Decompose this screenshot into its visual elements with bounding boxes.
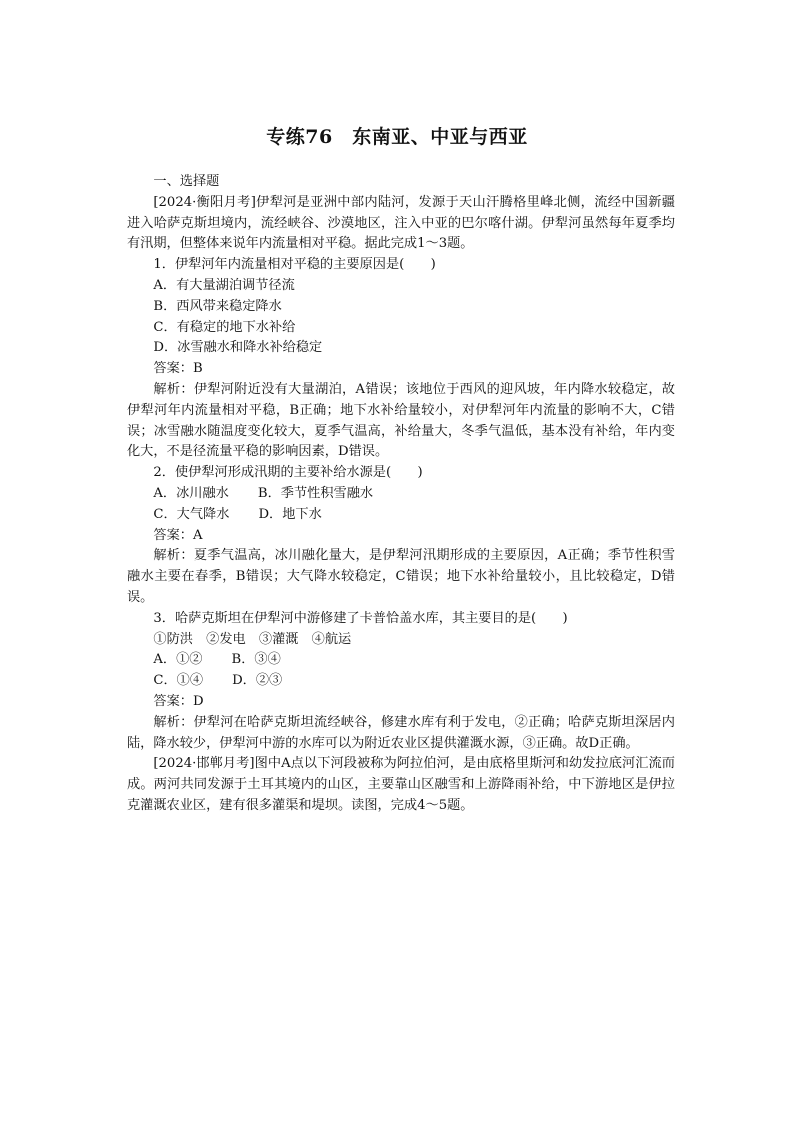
passage-2: [2024·邯郸月考]图中A点以下河段被称为阿拉伯河，是由底格里斯河和幼发拉底河汇流而成。两河共同发源于土耳其境内的山区，主要靠山区融雪和上游降雨补给，中下游地区是伊拉克灌溉农业区，建有很多灌渠和堤坝。读图，完成4～5题。	[127, 756, 675, 813]
question-3-stem: 3．哈萨克斯坦在伊犁河中游修建了卡普恰盖水库，其主要目的是( )	[153, 610, 568, 626]
question-2-option-d: D．地下水	[258, 506, 322, 522]
question-1-option-d: D．冰雪融水和降水补给稳定	[153, 340, 323, 356]
passage-1: [2024·衡阳月考]伊犁河是亚洲中部内陆河，发源于天山汗腾格里峰北侧，流经中国新疆进入哈萨克斯坦境内，流经峡谷、沙漠地区，注入中亚的巴尔喀什湖。伊犁河虽然每年夏季均有汛期，但整体来说年内流量相对平稳。据此完成1～3题。	[127, 194, 675, 252]
question-2-analysis: 解析：夏季气温高，冰川融化量大，是伊犁河汛期形成的主要原因，A正确；季节性积雪融水主要在春季，B错误；大气降水较稳定，C错误；地下水补给量较小，且比较稳定，D错误。	[127, 548, 675, 605]
question-2-stem: 2．使伊犁河形成汛期的主要补给水源是( )	[153, 465, 423, 481]
question-3-answer: 答案：D	[153, 693, 204, 709]
question-3-options-row-1	[127, 650, 675, 671]
question-3-option-d: D．②③	[232, 673, 283, 689]
question-2-answer: 答案：A	[153, 527, 203, 543]
question-3-option-a: A．①②	[153, 652, 203, 668]
question-1-option-a: A．有大量湖泊调节径流	[153, 277, 295, 293]
question-2-options-row-1	[127, 484, 675, 505]
question-3-option-b: B．③④	[231, 652, 281, 668]
document-body	[127, 172, 675, 817]
question-2-options-row-2	[127, 505, 675, 526]
question-3-options-row-2	[127, 671, 675, 692]
question-1-option-b: B．西风带来稳定降水	[153, 298, 282, 314]
question-2-option-b: B．季节性积雪融水	[257, 485, 374, 501]
question-2-option-a: A．冰川融水	[153, 485, 229, 501]
question-3-analysis: 解析：伊犁河在哈萨克斯坦流经峡谷，修建水库有利于发电，②正确；哈萨克斯坦深居内陆，降水较少，伊犁河中游的水库可以为附近农业区提供灌溉水源，③正确。故D正确。	[127, 714, 675, 751]
question-1-stem: 1．伊犁河年内流量相对平稳的主要原因是( )	[153, 257, 436, 273]
section-heading: 一、选择题	[153, 174, 220, 189]
question-2-option-c: C．大气降水	[153, 506, 230, 522]
question-1-answer: 答案：B	[153, 361, 203, 377]
question-1-analysis: 解析：伊犁河附近没有大量湖泊，A错误；该地位于西风的迎风坡，年内降水较稳定，故伊犁河年内流量相对平稳，B正确；地下水补给量较小，对伊犁河年内流量的影响不大，C错误；冰雪融水随温度变化较大，夏季气温高，补给量大，冬季气温低，基本没有补给，年内变化大，不是径流量平稳的影响因素，D错误。	[127, 381, 675, 460]
question-1-option-c: C．有稳定的地下水补给	[153, 319, 296, 335]
question-3-option-c: C．①④	[153, 673, 204, 689]
question-3-items: ①防洪 ②发电 ③灌溉 ④航运	[153, 631, 352, 647]
page-title: 专练76 东南亚、中亚与西亚	[266, 126, 528, 148]
